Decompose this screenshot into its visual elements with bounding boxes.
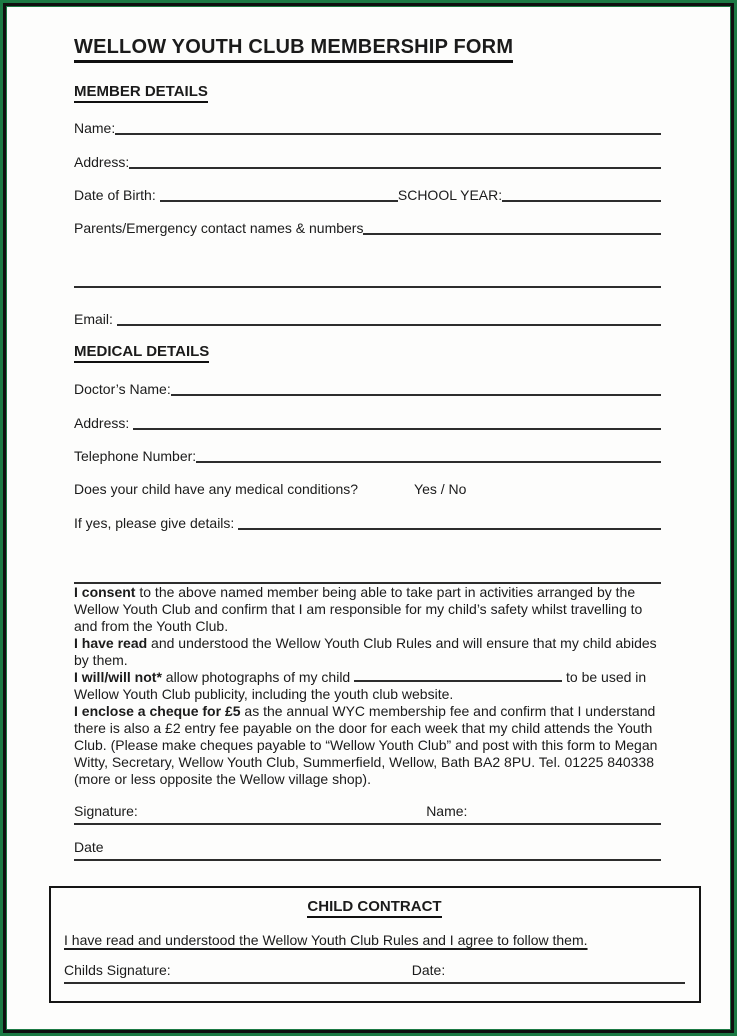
if-yes-details-field-line [238, 528, 661, 530]
yes-no-options: Yes / No [414, 481, 467, 497]
address-field [74, 152, 661, 172]
parents-contact-overflow-line [74, 263, 661, 288]
photos-declaration: I will/will not* allow photographs of my child to be used in Wellow Youth Club publicity, including the youth club website. [74, 669, 647, 702]
cheque-declaration: I enclose a cheque for £5 as the annual WYC membership fee and confirm that I understand there is also a £2 entry fee payable on the door for each week that my child attends the Youth Club. (Please make cheques payable to “Wellow Youth Club” and post with this form to Megan Witty, Secretary, Wellow Youth Club, Summerfield, Wellow, Bath BA2 8PU. Tel. 01225 840338 (more or less opposite the Wellow village shop). [74, 703, 658, 787]
dob-field-line [160, 200, 398, 202]
telephone-field-line [196, 461, 661, 463]
rules-lead: I have read [74, 635, 148, 651]
signature-name-row [74, 802, 661, 825]
consent-declaration: I consent to the above named member being able to take part in activities arranged by the Wellow Youth Club and confirm that I am responsible for my child’s safety whilst travelling to and from the Youth Club. [74, 584, 643, 634]
consent-lead: I consent [74, 584, 136, 600]
date-label: Date [74, 839, 104, 855]
parents-contact-field [74, 218, 661, 238]
page-title: WELLOW YOUTH CLUB MEMBERSHIP FORM [74, 36, 513, 63]
medical-conditions-question-row [74, 479, 661, 499]
dob-school-year-field [74, 185, 661, 205]
page-border-frame [3, 3, 734, 1033]
member-details-heading: MEMBER DETAILS [74, 83, 661, 103]
medical-details-if-yes-field [74, 513, 661, 533]
school-year-label: SCHOOL YEAR: [397, 187, 503, 203]
cheque-lead: I enclose a cheque for £5 [74, 703, 241, 719]
details-overflow-line [74, 559, 661, 584]
if-yes-details-label: If yes, please give details: [74, 515, 239, 531]
medical-details-heading: MEDICAL DETAILS [74, 343, 661, 363]
parents-contact-label: Parents/Emergency contact names & numbers [74, 220, 364, 236]
child-contract-statement: I have read and understood the Wellow Youth Club Rules and I agree to follow them. [64, 932, 588, 948]
doctor-address-field [74, 413, 661, 433]
child-signature-label: Childs Signature: [64, 962, 171, 978]
email-field [74, 309, 661, 329]
date-row [74, 838, 661, 861]
doctor-name-label: Doctor’s Name: [74, 381, 171, 397]
name-label: Name: [74, 120, 116, 136]
doctor-address-label: Address: [74, 415, 134, 431]
signer-name-label: Name: [426, 803, 468, 819]
address-label: Address: [74, 154, 130, 170]
child-contract-heading: CHILD CONTRACT [64, 898, 685, 918]
address-field-line [129, 167, 661, 169]
child-contract-date-label: Date: [411, 962, 446, 978]
rules-declaration: I have read and understood the Wellow Youth Club Rules and will ensure that my child abides by them. [74, 635, 657, 668]
child-signature-date-row [64, 961, 685, 984]
school-year-field-line [502, 200, 661, 202]
email-field-line [117, 324, 661, 326]
medical-conditions-question: Does your child have any medical conditions? [74, 481, 359, 497]
name-field [74, 118, 661, 138]
name-field-line [115, 133, 661, 135]
telephone-field [74, 446, 661, 466]
child-contract-box [49, 886, 701, 1003]
signature-label: Signature: [74, 803, 138, 819]
doctor-address-field-line [133, 428, 661, 430]
child-name-blank-line [354, 669, 562, 682]
parents-contact-field-line [363, 233, 661, 235]
dob-label: Date of Birth: [74, 187, 160, 203]
telephone-label: Telephone Number: [74, 448, 197, 464]
form-content-area [6, 6, 731, 1030]
email-label: Email: [74, 311, 117, 327]
page-title-row [74, 36, 661, 63]
doctor-name-field-line [171, 394, 661, 396]
photos-lead: I will/will not* [74, 669, 162, 685]
doctor-name-field [74, 379, 661, 399]
